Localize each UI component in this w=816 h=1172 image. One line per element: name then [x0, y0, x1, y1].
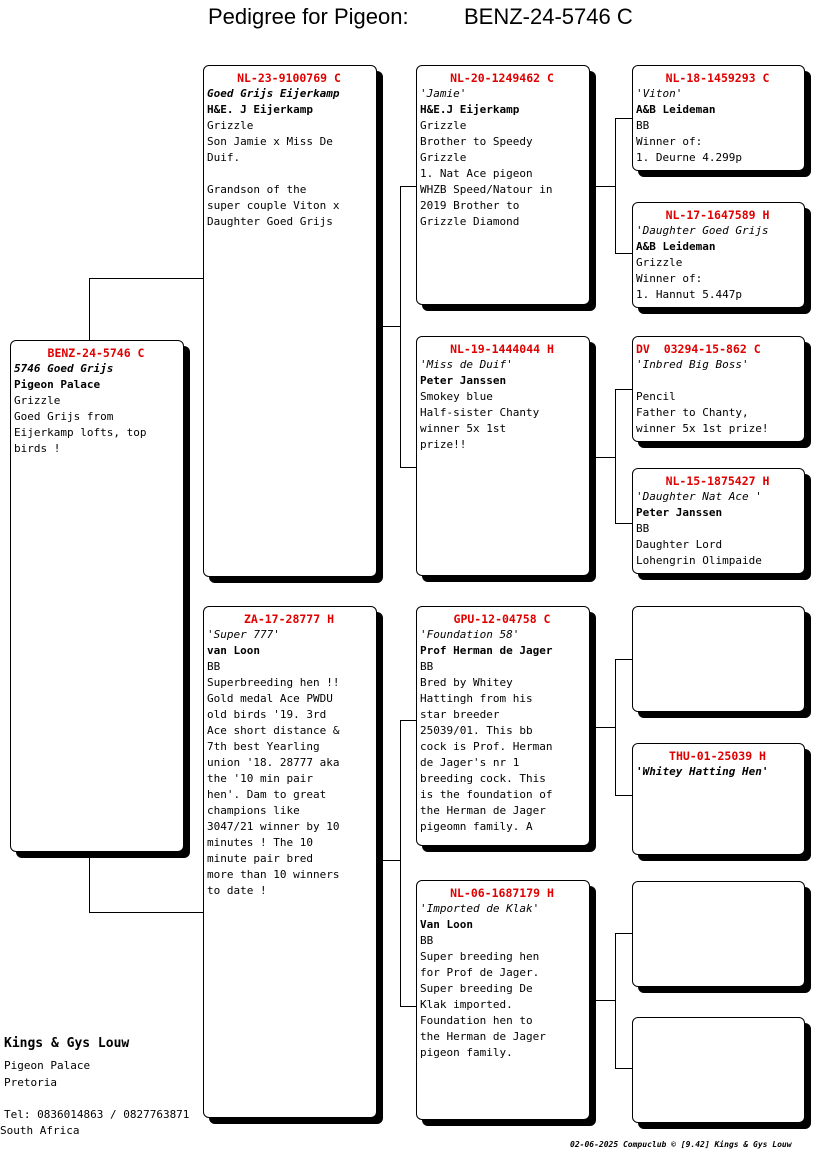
pigeon-name: 'Imported de Klak': [420, 902, 540, 915]
connector: [400, 186, 401, 468]
ring-number: ZA-17-28777 H: [243, 612, 334, 626]
breeder: Prof Herman de Jager: [420, 644, 553, 657]
info-text: Winner of: 1. Deurne 4.299p: [636, 135, 742, 164]
pigeon-card-dds[interactable]: [632, 881, 805, 987]
color: Grizzle: [207, 119, 254, 132]
title-label: Pedigree for Pigeon:: [208, 4, 409, 29]
info-text: Half-sister Chanty winner 5x 1st prize!!: [420, 406, 540, 451]
pigeon-card-ddd[interactable]: [632, 1017, 805, 1123]
connector: [89, 852, 90, 913]
ring-number: NL-23-9100769 C: [237, 71, 341, 85]
connector: [615, 253, 633, 254]
color: Grizzle: [420, 119, 467, 132]
pigeon-name: 'Foundation 58': [420, 628, 520, 641]
owner-line1: Pigeon Palace: [4, 1059, 91, 1072]
connector: [400, 467, 417, 468]
pigeon-card-dsd[interactable]: [632, 743, 805, 855]
ring-number: DV 03294-15-862 C: [636, 342, 761, 356]
info-text: Super breeding hen for Prof de Jager. Super breeding De Klak imported. Foundation hen to the Herman de Jager pigeon family.: [420, 950, 546, 1059]
ring-number: GPU-12-04758 C: [453, 612, 551, 626]
info-text: Winner of: 1. Hannut 5.447p: [636, 272, 742, 301]
connector: [376, 326, 401, 327]
pigeon-card-subject[interactable]: [10, 340, 184, 852]
pigeon-card-dam[interactable]: [203, 606, 377, 1118]
pigeon-name: 'Whitey Hatting Hen': [636, 765, 769, 778]
connector: [89, 278, 90, 340]
pigeon-card-sire-sire[interactable]: [416, 65, 590, 305]
info-text: Goed Grijs from Eijerkamp lofts, top birds !: [14, 410, 147, 455]
connector: [400, 720, 401, 1007]
connector: [615, 389, 616, 524]
pigeon-card-sire[interactable]: [203, 65, 377, 577]
info-text: Brother to Speedy Grizzle 1. Nat Ace pigeon WHZB Speed/Natour in 2019 Brother to Grizzle Diamond: [420, 135, 553, 228]
info-text: Superbreeding hen !! Gold medal Ace PWDU old birds '19. 3rd Ace short distance & 7th best Yearling union '18. 28777 aka the '10 min pair hen'. Dam to great champions like 3047/21 winner by 10 minutes ! The 10 minute pair bred more than 10 winners to date !: [207, 676, 340, 897]
ring-number: NL-06-1687179 H: [450, 886, 554, 900]
pigeon-card-sdd[interactable]: [632, 468, 805, 574]
connector: [615, 933, 616, 1069]
breeder: Peter Janssen: [636, 506, 723, 519]
pigeon-card-sds[interactable]: [632, 336, 805, 442]
pigeon-name: 'Daughter Goed Grijs: [636, 224, 769, 237]
color: BB: [636, 522, 650, 535]
connector: [615, 389, 633, 390]
pigeon-card-sire-dam[interactable]: [416, 336, 590, 576]
owner-tel: Tel: 0836014863 / 0827763871: [4, 1108, 190, 1121]
connector: [615, 795, 633, 796]
connector: [615, 1068, 633, 1069]
pigeon-card-dam-dam[interactable]: [416, 880, 590, 1120]
breeder: Pigeon Palace: [14, 378, 101, 391]
breeder: van Loon: [207, 644, 260, 657]
owner-name: Kings & Gys Louw: [4, 1036, 130, 1051]
connector: [615, 118, 616, 254]
ring-number: BENZ-24-5746 C: [47, 346, 145, 360]
print-stamp: 02-06-2025 Compuclub © [9.42] Kings & Gys Louw: [570, 1140, 792, 1149]
connector: [400, 720, 417, 721]
pigeon-name: 'Miss de Duif': [420, 358, 513, 371]
pigeon-name: 'Super 777': [207, 628, 280, 641]
pigeon-card-ssd[interactable]: [632, 202, 805, 308]
ring-number: THU-01-25039 H: [669, 749, 766, 763]
pigeon-card-dss[interactable]: [632, 606, 805, 712]
breeder: A&B Leideman: [636, 103, 716, 116]
connector: [89, 278, 204, 279]
connector: [376, 860, 401, 861]
info-text: Daughter Lord Lohengrin Olimpaide: [636, 538, 762, 567]
owner-country: South Africa: [0, 1124, 80, 1137]
connector: [589, 186, 616, 187]
info-text: Son Jamie x Miss De Duif. Grandson of the super couple Viton x Daughter Goed Grijs: [207, 135, 340, 228]
pigeon-card-dam-sire[interactable]: [416, 606, 590, 846]
connector: [589, 1000, 616, 1001]
connector: [89, 912, 204, 913]
breeder: A&B Leideman: [636, 240, 716, 253]
connector: [400, 1006, 417, 1007]
color: BB: [207, 660, 221, 673]
pigeon-name: Goed Grijs Eijerkamp: [207, 87, 340, 100]
ring-number: NL-19-1444044 H: [450, 342, 554, 356]
connector: [615, 118, 633, 119]
breeder: Peter Janssen: [420, 374, 507, 387]
ring-number: NL-17-1647589 H: [665, 208, 770, 222]
color: [636, 373, 799, 389]
pigeon-card-sss[interactable]: [632, 65, 805, 171]
ring-number: NL-18-1459293 C: [665, 71, 770, 85]
owner-line2: Pretoria: [4, 1076, 57, 1089]
title-ring: BENZ-24-5746 C: [464, 4, 633, 29]
pigeon-name: 'Jamie': [420, 87, 467, 100]
info-text: Pencil Father to Chanty, winner 5x 1st prize!: [636, 390, 769, 435]
color: BB: [636, 119, 650, 132]
connector: [615, 523, 633, 524]
pigeon-name: 'Inbred Big Boss': [636, 358, 749, 371]
pigeon-name: 'Viton': [636, 87, 683, 100]
pigeon-name: 5746 Goed Grijs: [14, 362, 114, 375]
color: BB: [420, 934, 434, 947]
info-text: Bred by Whitey Hattingh from his star breeder 25039/01. This bb cock is Prof. Herman de Jager's nr 1 breeding cock. This is the foundation of the Herman de Jager pigeomn family. A: [420, 676, 553, 833]
connector: [615, 933, 633, 934]
breeder: H&E. J Eijerkamp: [207, 103, 313, 116]
pigeon-name: 'Daughter Nat Ace ': [636, 490, 762, 503]
connector: [615, 659, 616, 796]
breeder: Van Loon: [420, 918, 473, 931]
connector: [400, 186, 417, 187]
color: BB: [420, 660, 434, 673]
color: Grizzle: [14, 394, 61, 407]
ring-number: NL-20-1249462 C: [450, 71, 554, 85]
connector: [615, 659, 633, 660]
breeder: H&E.J Eijerkamp: [420, 103, 520, 116]
color: Grizzle: [636, 256, 683, 269]
ring-number: NL-15-1875427 H: [665, 474, 770, 488]
connector: [589, 457, 616, 458]
connector: [589, 727, 616, 728]
color: Smokey blue: [420, 390, 493, 403]
